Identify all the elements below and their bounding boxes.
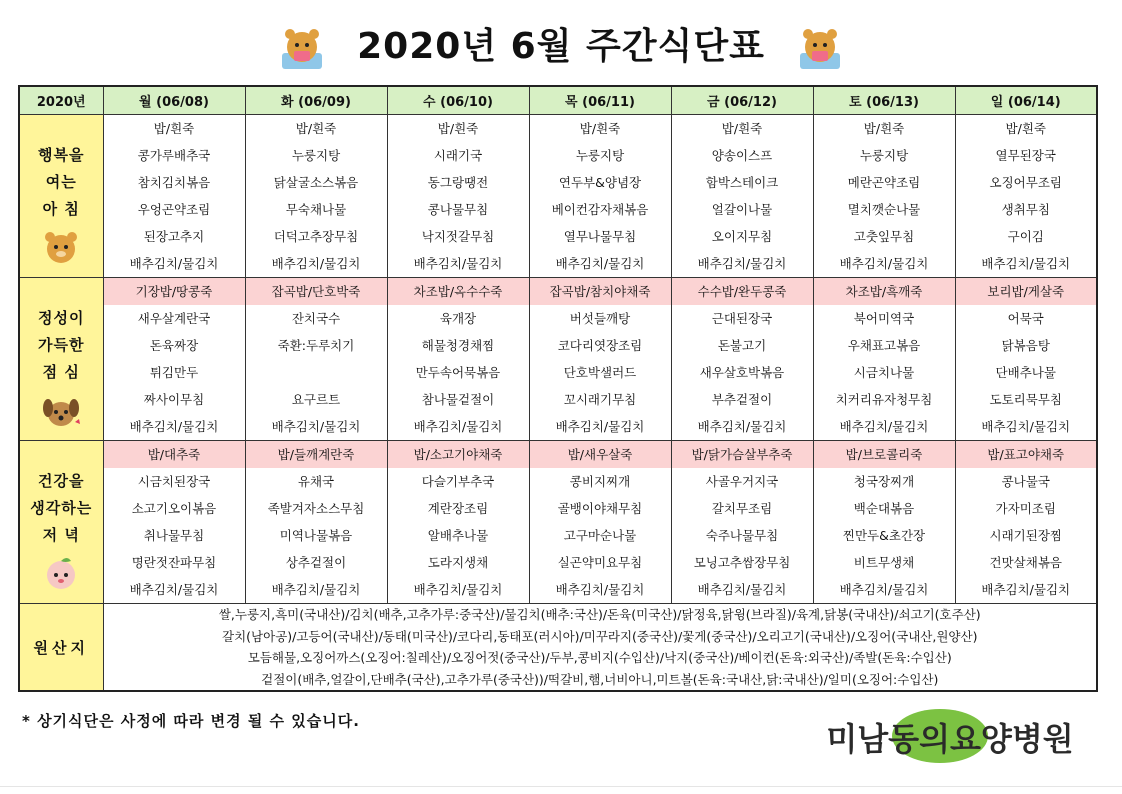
dish-item: 비트무생채 — [853, 555, 915, 570]
dish-item: 배추김치/물김치 — [413, 582, 503, 597]
dish-item: 부추겉절이 — [711, 392, 773, 407]
dish-item: 얼갈이나물 — [711, 202, 773, 217]
meal-label — [19, 441, 103, 604]
dish-item: 배추김치/물김치 — [697, 256, 787, 271]
dish-item: 닭살굴소스볶음 — [273, 175, 359, 190]
dish-item: 잔치국수 — [291, 311, 341, 326]
dish-item: 새우살호박볶음 — [699, 365, 785, 380]
dish-item: 배추김치/물김치 — [981, 582, 1071, 597]
dish-item: 고구마순나물 — [563, 528, 637, 543]
day-menu-cell — [245, 441, 387, 604]
title-bar — [0, 22, 1122, 72]
dish-item: 배추김치/물김치 — [839, 419, 929, 434]
dish-item: 열무나물무침 — [563, 229, 637, 244]
dish-item: 밥/흰죽 — [295, 121, 337, 136]
dish-item: 죽환:두루치기 — [277, 338, 355, 353]
dish-item: 양송이스프 — [711, 148, 773, 163]
logo-text: 미남동의요양병원 — [826, 720, 1074, 758]
dish-item: 무숙채나물 — [285, 202, 347, 217]
day-menu-cell — [387, 278, 529, 441]
dish-item: 수수밥/완두콩죽 — [672, 278, 813, 305]
dish-item: 가자미조림 — [995, 501, 1056, 516]
dish-item: 누룽지탕 — [859, 148, 909, 163]
dish-item: 멸치깻순나물 — [847, 202, 921, 217]
meal-row-lunch — [19, 278, 1097, 441]
dish-item: 육개장 — [439, 311, 477, 326]
dish-item: 밥/흰죽 — [863, 121, 905, 136]
dish-item: 참나물겉절이 — [421, 392, 495, 407]
dish-item — [246, 359, 387, 386]
dish-item: 코다리엿장조림 — [557, 338, 643, 353]
header-row — [19, 86, 1097, 115]
dish-item: 치커리유자청무침 — [835, 392, 933, 407]
day-menu-cell — [955, 115, 1097, 278]
hospital-logo — [800, 706, 1100, 770]
dish-item: 밥/브로콜리죽 — [814, 441, 955, 468]
dish-item: 생취무침 — [1001, 202, 1050, 217]
dish-item: 모닝고추쌈장무침 — [693, 555, 791, 570]
dish-item: 소고기오이볶음 — [131, 501, 217, 516]
day-menu-cell — [671, 278, 813, 441]
day-menu-cell — [245, 115, 387, 278]
meal-row-breakfast — [19, 115, 1097, 278]
dish-item: 도라지생채 — [427, 555, 489, 570]
dish-item: 근대된장국 — [711, 311, 773, 326]
day-header: 토 (06/13) — [813, 86, 955, 115]
dish-item: 열무된장국 — [995, 148, 1056, 163]
dish-item: 베이컨감자채볶음 — [551, 202, 649, 217]
dish-item: 시금치나물 — [853, 365, 915, 380]
dish-item: 밥/흰죽 — [721, 121, 763, 136]
dish-item: 꼬시래기무침 — [563, 392, 637, 407]
weekly-menu-table — [18, 85, 1098, 692]
meal-label-line: 행복을 — [38, 146, 85, 164]
dish-item: 배추김치/물김치 — [271, 256, 361, 271]
dish-item: 구이김 — [1007, 229, 1044, 244]
dish-item: 차조밥/옥수수죽 — [388, 278, 529, 305]
meal-label-line: 저 녁 — [42, 526, 80, 544]
dish-item: 배추김치/물김치 — [697, 419, 787, 434]
dish-item: 밥/닭가슴살부추죽 — [672, 441, 813, 468]
dish-item: 해물청경채찜 — [421, 338, 495, 353]
dish-item: 유채국 — [297, 474, 335, 489]
dish-item: 사골우거지국 — [705, 474, 779, 489]
dish-item: 돈육짜장 — [149, 338, 199, 353]
dish-item: 시래기된장찜 — [989, 528, 1062, 543]
dish-item: 배추김치/물김치 — [981, 419, 1071, 434]
dish-item: 메란곤약조림 — [847, 175, 921, 190]
meal-label-line: 건강을 — [38, 472, 85, 490]
day-header: 월 (06/08) — [103, 86, 245, 115]
dish-item: 밥/흰죽 — [153, 121, 195, 136]
dish-item: 밥/표고야채죽 — [956, 441, 1097, 468]
day-menu-cell — [813, 115, 955, 278]
meal-row-dinner — [19, 441, 1097, 604]
dish-item: 오이지무침 — [711, 229, 773, 244]
meal-label-line: 가득한 — [38, 336, 85, 354]
day-menu-cell — [245, 278, 387, 441]
dish-item: 밥/새우살죽 — [530, 441, 671, 468]
dish-item: 동그랑땡전 — [427, 175, 489, 190]
dish-item: 닭볶음탕 — [1001, 338, 1050, 353]
meal-label — [19, 115, 103, 278]
dish-item: 낙지젓갈무침 — [421, 229, 495, 244]
dish-item: 취나물무침 — [143, 528, 205, 543]
dish-item: 배추김치/물김치 — [271, 582, 361, 597]
dish-item: 된장고추지 — [143, 229, 205, 244]
dish-item: 누룽지탕 — [291, 148, 341, 163]
dish-item: 함박스테이크 — [705, 175, 779, 190]
day-menu-cell — [103, 278, 245, 441]
day-header: 화 (06/09) — [245, 86, 387, 115]
dish-item: 배추김치/물김치 — [555, 256, 645, 271]
dish-item: 단배추나물 — [995, 365, 1056, 380]
dish-item: 버섯들깨탕 — [569, 311, 631, 326]
dish-item: 갈치무조림 — [711, 501, 773, 516]
bear-mascot-icon — [278, 23, 326, 71]
day-menu-cell — [955, 278, 1097, 441]
dish-item: 콩나물국 — [1001, 474, 1050, 489]
dish-item: 시금치된장국 — [137, 474, 211, 489]
dish-item: 잡곡밥/단호박죽 — [246, 278, 387, 305]
meal-label-line: 점 심 — [42, 363, 80, 381]
dish-item: 콩가루배추국 — [137, 148, 211, 163]
day-header: 수 (06/10) — [387, 86, 529, 115]
dish-item: 참치김치볶음 — [137, 175, 211, 190]
dish-item: 차조밥/흑깨죽 — [814, 278, 955, 305]
day-menu-cell — [671, 115, 813, 278]
meal-label-line: 정성이 — [38, 309, 85, 327]
dish-item: 찐만두&초간장 — [842, 528, 926, 543]
dish-item: 밥/흰죽 — [1005, 121, 1046, 136]
dish-item: 다슬기부추국 — [421, 474, 495, 489]
day-menu-cell — [955, 441, 1097, 604]
origin-line: 겉절이(배추,얼갈이,단배추(국산),고추가루(중국산))/떡갈비,햄,너비아니,미트볼(돈육:국내산,닭:국내산)/일미(오징어:수입산) — [261, 671, 939, 687]
dish-item: 오징어무조림 — [989, 175, 1062, 190]
dish-item: 기장밥/땅콩죽 — [104, 278, 245, 305]
year-header: 2020년 — [19, 86, 103, 115]
day-menu-cell — [387, 115, 529, 278]
change-notice: * 상기식단은 사정에 따라 변경 될 수 있습니다. — [22, 712, 360, 730]
bear-mascot-icon — [39, 227, 83, 267]
dish-item: 족발겨자소스무침 — [267, 501, 365, 516]
dish-item: 북어미역국 — [853, 311, 915, 326]
origin-label: 원산지 — [19, 604, 103, 692]
dish-item: 단호박샐러드 — [563, 365, 637, 380]
dish-item: 밥/들깨계란죽 — [246, 441, 387, 468]
dish-item: 배추김치/물김치 — [271, 419, 361, 434]
dish-item: 밥/소고기야채죽 — [388, 441, 529, 468]
dish-item: 배추김치/물김치 — [697, 582, 787, 597]
day-header: 금 (06/12) — [671, 86, 813, 115]
dish-item: 배추김치/물김치 — [129, 419, 219, 434]
dish-item: 미역나물볶음 — [279, 528, 353, 543]
dish-item: 보리밥/게살죽 — [956, 278, 1097, 305]
day-menu-cell — [103, 115, 245, 278]
origin-info — [103, 604, 1097, 692]
dish-item: 명란젓잔파무침 — [131, 555, 217, 570]
dish-item: 콩비지찌개 — [569, 474, 631, 489]
dish-item: 배추김치/물김치 — [413, 256, 503, 271]
dish-item: 배추김치/물김치 — [555, 419, 645, 434]
dish-item: 실곤약미요무침 — [557, 555, 643, 570]
origin-line: 갈치(남아공)/고등어(국내산)/동태(미국산)/코다리,동태포(러시아)/미꾸라지(중국산)/꽃게(중국산)/오리고기(국내산)/오징어(국내산,원양산) — [222, 628, 978, 644]
day-header: 목 (06/11) — [529, 86, 671, 115]
dish-item: 배추김치/물김치 — [839, 256, 929, 271]
day-menu-cell — [813, 441, 955, 604]
day-menu-cell — [529, 278, 671, 441]
dish-item: 튀김만두 — [149, 365, 199, 380]
dish-item: 밥/흰죽 — [437, 121, 479, 136]
dish-item: 배추김치/물김치 — [555, 582, 645, 597]
day-menu-cell — [813, 278, 955, 441]
dish-item: 짜사이무침 — [143, 392, 205, 407]
meal-label — [19, 278, 103, 441]
dish-item: 백순대볶음 — [853, 501, 915, 516]
dish-item: 요구르트 — [291, 392, 341, 407]
day-menu-cell — [387, 441, 529, 604]
dish-item: 더덕고추장무침 — [273, 229, 359, 244]
divider — [0, 786, 1122, 787]
origin-row — [19, 604, 1097, 692]
dish-item: 우채표고볶음 — [847, 338, 921, 353]
meal-label-line: 아 침 — [42, 200, 80, 218]
dish-item: 밥/흰죽 — [579, 121, 621, 136]
page-title: 2020년 6월 주간식단표 — [357, 26, 765, 67]
dog-mascot-icon — [39, 390, 83, 430]
dish-item: 배추김치/물김치 — [413, 419, 503, 434]
peach-mascot-icon — [39, 553, 83, 593]
dish-item: 도토리묵무침 — [989, 392, 1062, 407]
dish-item: 잡곡밥/참치야채죽 — [530, 278, 671, 305]
dish-item: 배추김치/물김치 — [981, 256, 1071, 271]
dish-item: 돈불고기 — [717, 338, 767, 353]
meal-label-line: 생각하는 — [30, 499, 93, 517]
dish-item: 배추김치/물김치 — [129, 256, 219, 271]
dish-item: 청국장찌개 — [853, 474, 915, 489]
day-menu-cell — [529, 115, 671, 278]
dish-item: 어묵국 — [1007, 311, 1044, 326]
origin-line: 쌀,누룽지,흑미(국내산)/김치(배추,고추가루:중국산)/물김치(배추:국산)/돈육(미국산)/닭정육,닭윙(브라질)/육계,닭봉(국내산)/쇠고기(호주산) — [218, 607, 981, 622]
dish-item: 건맛살채볶음 — [989, 555, 1062, 570]
day-menu-cell — [103, 441, 245, 604]
dish-item: 새우살계란국 — [137, 311, 211, 326]
bear-mascot-icon — [796, 23, 844, 71]
dish-item: 시래기국 — [433, 148, 483, 163]
day-header: 일 (06/14) — [955, 86, 1097, 115]
origin-line: 모듬해물,오징어까스(오징어:칠레산)/오징어젓(중국산)/두부,콩비지(수입산)/낙지(중국산)/베이컨(돈육:외국산)/족발(돈육:수입산) — [247, 650, 952, 665]
dish-item: 누룽지탕 — [575, 148, 625, 163]
day-menu-cell — [671, 441, 813, 604]
dish-item: 골뱅이야채무침 — [557, 501, 643, 516]
dish-item: 콩나물무침 — [427, 202, 489, 217]
meal-label-line: 여는 — [45, 173, 77, 191]
dish-item: 알배추나물 — [427, 528, 489, 543]
dish-item: 계란장조림 — [427, 501, 489, 516]
dish-item: 고춧잎무침 — [853, 229, 915, 244]
dish-item: 배추김치/물김치 — [129, 582, 219, 597]
dish-item: 우엉곤약조림 — [137, 202, 211, 217]
dish-item: 연두부&양념장 — [558, 175, 642, 190]
dish-item: 숙주나물무침 — [705, 528, 779, 543]
dish-item: 만두속어묵볶음 — [415, 365, 501, 380]
day-menu-cell — [529, 441, 671, 604]
dish-item: 상추겉절이 — [285, 555, 347, 570]
dish-item: 배추김치/물김치 — [839, 582, 929, 597]
dish-item: 밥/대추죽 — [104, 441, 245, 468]
